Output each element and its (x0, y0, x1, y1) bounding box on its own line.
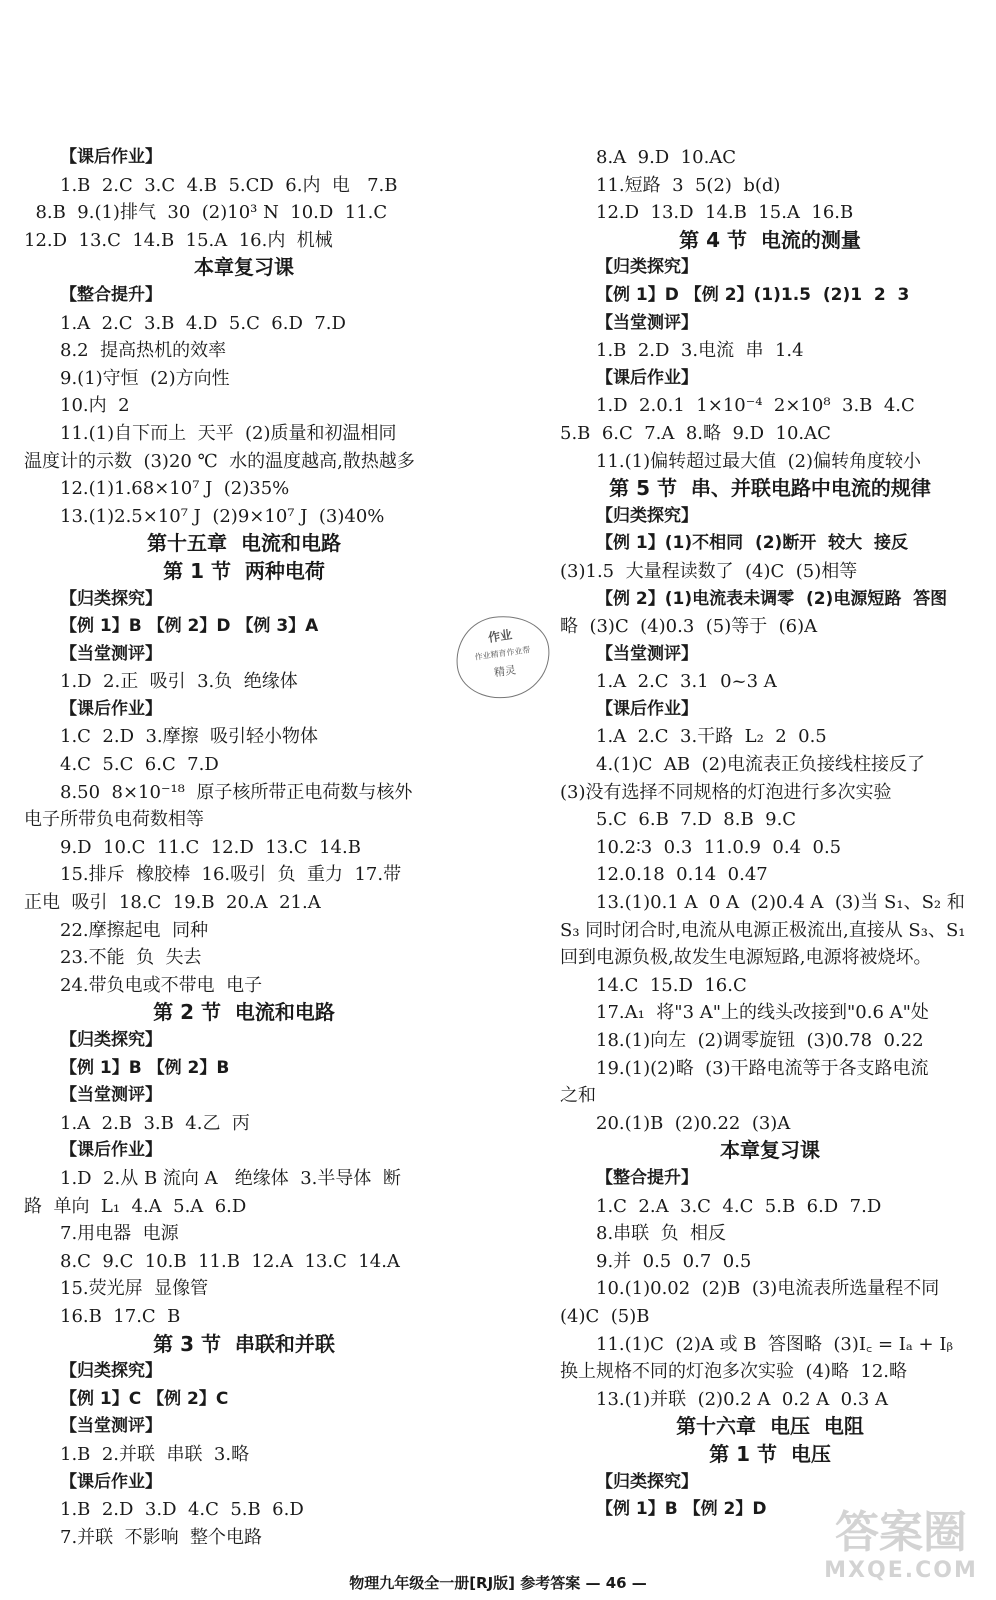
answer-line: 8.A 9.D 10.AC (596, 147, 737, 168)
answer-line: 10.内 2 (60, 395, 130, 417)
category-label: 【课后作业】 (60, 698, 162, 719)
category-label: 【例 2】(1)电流表未调零 (2)电源短路 答图 (596, 588, 948, 609)
answer-line: 22.摩擦起电 同种 (60, 919, 209, 941)
answer-line: 17.A₁ 将"3 A"上的线头改接到"0.6 A"处 (596, 1002, 929, 1024)
category-label: 【归类探究】 (596, 505, 698, 526)
answer-line: 之和 (560, 1085, 596, 1107)
category-label: 【归类探究】 (60, 588, 162, 609)
category-label: 【课后作业】 (596, 367, 698, 388)
category-label: 【例 1】B 【例 2】D (596, 1499, 767, 1520)
category-label: 【当堂测评】 (60, 1416, 162, 1437)
answer-line: 15.排斥 橡胶棒 16.吸引 负 重力 17.带 (60, 864, 402, 886)
answer-line: 1.A 2.B 3.B 4.乙 丙 (60, 1112, 250, 1134)
category-label: 【整合提升】 (60, 284, 162, 305)
answer-line: 19.(1)(2)略 (3)干路电流等于各支路电流 (596, 1057, 929, 1079)
answer-line: 路 单向 L₁ 4.A 5.A 6.D (24, 1195, 247, 1217)
answer-line: 温度计的示数 (3)20 ℃ 水的温度越高,散热越多 (24, 450, 415, 472)
answer-line: S₃ 同时闭合时,电流从电源正极流出,直接从 S₃、S₁ (560, 919, 966, 941)
section-heading: 本章复习课 (194, 255, 294, 280)
category-label: 【整合提升】 (596, 1167, 698, 1188)
homework-stamp (451, 610, 555, 704)
answer-line: 12.0.18 0.14 0.47 (596, 864, 768, 886)
answer-line: 8.B 9.(1)排气 30 (2)10³ N 10.D 11.C (24, 202, 388, 224)
answer-line: 1.D 2.0.1 1×10⁻⁴ 2×10⁸ 3.B 4.C (596, 395, 915, 417)
answer-line: 9.并 0.5 0.7 0.5 (596, 1250, 752, 1272)
answer-line: 11.(1)C (2)A 或 B 答图略 (3)I꜀ = Iₐ + Iᵦ (596, 1333, 953, 1355)
category-label: 【例 1】B 【例 2】B (60, 1057, 230, 1078)
answer-line: 9.D 10.C 11.C 12.D 13.C 14.B (60, 836, 361, 858)
category-label: 【例 1】(1)不相同 (2)断开 较大 接反 (596, 533, 908, 554)
answer-line: 1.D 2.从 B 流向 A 绝缘体 3.半导体 断 (60, 1167, 401, 1189)
category-label: 【课后作业】 (596, 698, 698, 719)
category-label: 【当堂测评】 (596, 643, 698, 664)
category-label: 【课后作业】 (60, 1140, 162, 1161)
answer-line: 8.50 8×10⁻¹⁸ 原子核所带正电荷数与核外 (60, 781, 413, 803)
answer-line: (3)1.5 大量程读数了 (4)C (5)相等 (560, 560, 858, 582)
answer-line: 12.D 13.D 14.B 15.A 16.B (596, 202, 854, 224)
answer-line: 1.D 2.正 吸引 3.负 绝缘体 (60, 671, 298, 693)
section-heading: 第 1 节 电压 (709, 1441, 831, 1466)
answer-line: 8.C 9.C 10.B 11.B 12.A 13.C 14.A (60, 1250, 400, 1272)
section-heading: 第 4 节 电流的测量 (679, 227, 861, 252)
category-label: 【当堂测评】 (60, 643, 162, 664)
answer-line: 16.B 17.C B (60, 1305, 181, 1327)
category-label: 【例 1】D 【例 2】(1)1.5 (2)1 2 3 (596, 284, 910, 305)
category-label: 【归类探究】 (60, 1361, 162, 1382)
section-heading: 第 3 节 串联和并联 (153, 1331, 335, 1356)
left-column (24, 144, 464, 1551)
watermark-url: MXQE.COM (824, 1558, 978, 1583)
answer-line: 1.C 2.D 3.摩擦 吸引轻小物体 (60, 726, 319, 748)
answer-line: (3)没有选择不同规格的灯泡进行多次实验 (560, 781, 892, 803)
category-label: 【例 1】B 【例 2】D 【例 3】A (60, 616, 319, 637)
answer-line: 23.不能 负 失去 (60, 947, 202, 969)
answer-line: 4.C 5.C 6.C 7.D (60, 754, 219, 776)
answer-line: 7.并联 不影响 整个电路 (60, 1526, 263, 1548)
answer-line: 回到电源负极,故发生电源短路,电源将被烧坏。 (560, 947, 932, 969)
answer-line: 1.A 2.C 3.1 0~3 A (596, 671, 777, 693)
answer-line: 13.(1)0.1 A 0 A (2)0.4 A (3)当 S₁、S₂ 和 (596, 892, 965, 914)
answer-line: 11.(1)自下而上 天平 (2)质量和初温相同 (60, 422, 397, 444)
answer-line: 11.(1)偏转超过最大值 (2)偏转角度较小 (596, 450, 922, 472)
category-label: 【课后作业】 (60, 1471, 162, 1492)
answer-line: 5.B 6.C 7.A 8.略 9.D 10.AC (560, 422, 831, 444)
answer-line: 24.带负电或不带电 电子 (60, 974, 263, 996)
answer-line: 15.荧光屏 显像管 (60, 1278, 209, 1300)
answer-line: 9.(1)守恒 (2)方向性 (60, 367, 230, 389)
answer-line: 10.(1)0.02 (2)B (3)电流表所选量程不同 (596, 1278, 940, 1300)
section-heading: 第十六章 电压 电阻 (676, 1414, 864, 1439)
category-label: 【当堂测评】 (596, 312, 698, 333)
answer-line: 1.B 2.D 3.电流 串 1.4 (596, 340, 804, 362)
right-column (560, 144, 980, 1524)
category-label: 【当堂测评】 (60, 1085, 162, 1106)
stamp-line-2: 作业精育作业帮 (474, 645, 531, 662)
stamp-line-1: 作业 (487, 627, 513, 645)
section-heading: 第 1 节 两种电荷 (163, 558, 325, 583)
section-heading: 第 5 节 串、并联电路中电流的规律 (609, 476, 931, 501)
answer-line: 4.(1)C AB (2)电流表正负接线柱接反了 (596, 754, 926, 776)
category-label: 【归类探究】 (596, 1471, 698, 1492)
page-footer: 物理九年级全一册[RJ版] 参考答案 — 46 — (349, 1574, 647, 1592)
answer-line: 1.B 2.D 3.D 4.C 5.B 6.D (60, 1499, 304, 1521)
category-label: 【例 1】C 【例 2】C (60, 1388, 229, 1409)
answer-line: 1.B 2.C 3.C 4.B 5.CD 6.内 电 7.B (60, 174, 398, 196)
answer-line: 10.2∶3 0.3 11.0.9 0.4 0.5 (596, 836, 842, 858)
answer-line: 1.B 2.并联 串联 3.略 (60, 1443, 250, 1465)
answer-line: 18.(1)向左 (2)调零旋钮 (3)0.78 0.22 (596, 1030, 924, 1051)
answer-line: (4)C (5)B (560, 1305, 650, 1327)
answer-line: 12.(1)1.68×10⁷ J (2)35% (60, 478, 290, 500)
stamp-line-3: 精灵 (493, 663, 517, 680)
answer-line: 1.A 2.C 3.干路 L₂ 2 0.5 (596, 726, 827, 748)
answer-line: 8.2 提高热机的效率 (60, 340, 227, 362)
answer-line: 5.C 6.B 7.D 8.B 9.C (596, 809, 797, 831)
section-heading: 第 2 节 电流和电路 (153, 1000, 335, 1025)
answer-line: 20.(1)B (2)0.22 (3)A (596, 1112, 791, 1134)
category-label: 【课后作业】 (60, 147, 162, 167)
answer-line: 7.用电器 电源 (60, 1223, 179, 1245)
answer-line: 略 (3)C (4)0.3 (5)等于 (6)A (560, 616, 818, 638)
category-label: 【归类探究】 (60, 1030, 162, 1050)
answer-line: 正电 吸引 18.C 19.B 20.A 21.A (24, 892, 321, 914)
section-heading: 第十五章 电流和电路 (147, 531, 341, 556)
site-watermark (816, 1508, 986, 1594)
answer-line: 换上规格不同的灯泡多次实验 (4)略 12.略 (560, 1361, 908, 1383)
section-heading: 本章复习课 (720, 1138, 820, 1163)
answer-line: 13.(1)并联 (2)0.2 A 0.2 A 0.3 A (596, 1388, 888, 1410)
answer-line: 13.(1)2.5×10⁷ J (2)9×10⁷ J (3)40% (60, 505, 385, 527)
answer-line: 11.短路 3 5(2) b(d) (596, 174, 781, 196)
answer-line: 12.D 13.C 14.B 15.A 16.内 机械 (24, 229, 333, 251)
answer-line: 电子所带负电荷数相等 (24, 809, 204, 831)
answer-line: 14.C 15.D 16.C (596, 974, 747, 996)
answer-line: 1.A 2.C 3.B 4.D 5.C 6.D 7.D (60, 312, 346, 334)
answer-line: 8.串联 负 相反 (596, 1223, 727, 1245)
category-label: 【归类探究】 (596, 257, 698, 278)
answer-line: 1.C 2.A 3.C 4.C 5.B 6.D 7.D (596, 1195, 882, 1217)
watermark-logo-text: 答案圈 (835, 1507, 967, 1558)
